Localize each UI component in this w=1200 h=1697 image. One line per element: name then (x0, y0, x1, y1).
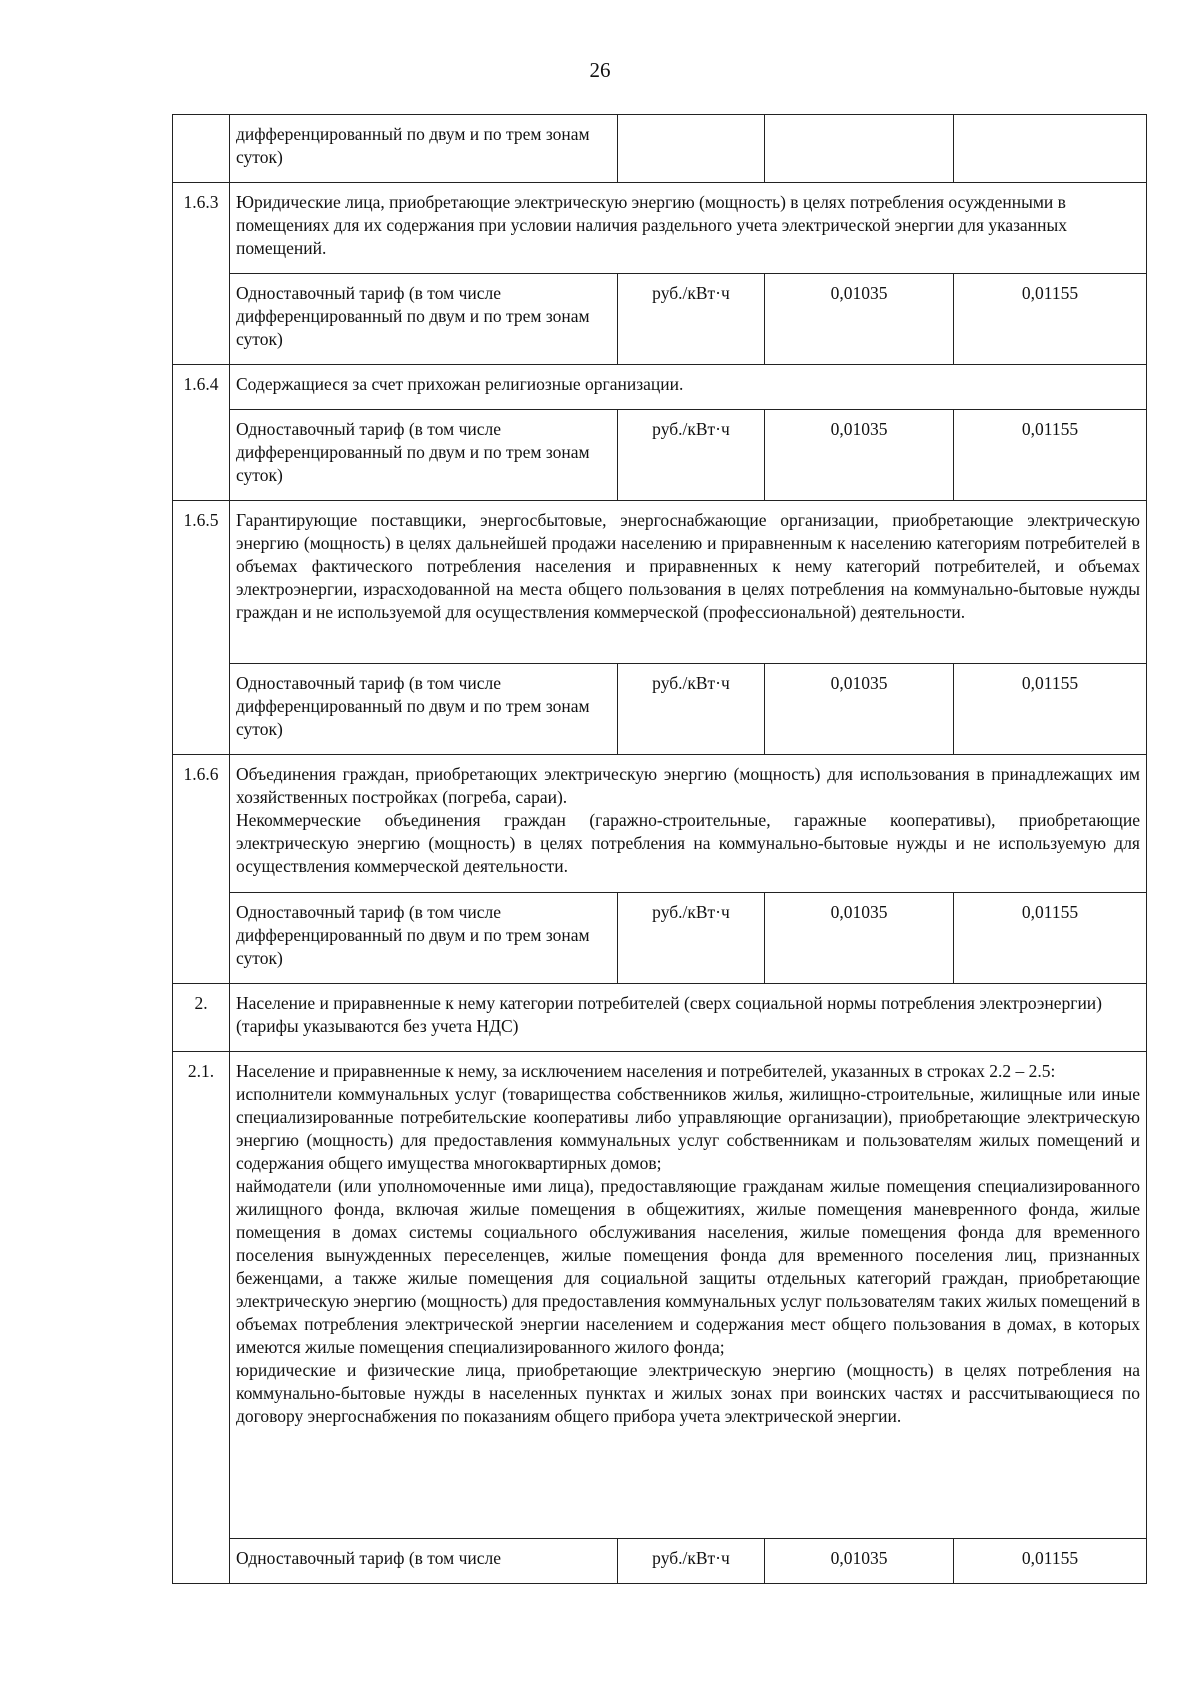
table-row (173, 501, 1147, 664)
value-cell-2: 0,01155 (954, 893, 1147, 984)
category-header: Юридические лица, приобретающие электрическую энергию (мощность) в целях потребления осужденными в помещениях для их содержания при условии наличия раздельного учета электрической энергии для указанных помещений. (230, 183, 1147, 274)
table-row (173, 1539, 1147, 1584)
category-header: Население и приравненные к нему категории потребителей (сверх социальной нормы потребления электроэнергии) (тарифы указываются без учета НДС) (230, 984, 1147, 1052)
category-paragraph: Некоммерческие объединения граждан (гаражно-строительные, гаражные кооперативы), приобретающие электрическую энергию (мощность) в целях потребления на коммунально-бытовые нужды и не используемую для осуществления коммерческой деятельности. (236, 810, 1140, 876)
table-row (173, 365, 1147, 410)
page-number: 26 (589, 58, 611, 82)
value-cell-2: 0,01155 (954, 1539, 1147, 1584)
unit-cell: руб./кВт·ч (618, 410, 765, 501)
tariff-table (172, 114, 1147, 1584)
category-paragraph: юридические и физические лица, приобретающие электрическую энергию (мощность) в целях потребления на коммунально-бытовые нужды в населенных пунктах и жилых зонах при воинских частях и рассчитывающиеся по договору энергоснабжения по показаниям общего прибора учета электрической энергии. (236, 1360, 1140, 1426)
tariff-description: дифференцированный по двум и по трем зонам суток) (230, 115, 618, 183)
unit-cell: руб./кВт·ч (618, 664, 765, 755)
row-number: 1.6.4 (173, 365, 230, 501)
category-paragraph: исполнители коммунальных услуг (товарищества собственников жилья, жилищно-строительные, жилищные или иные специализированные потребительские кооперативы либо управляющие организации), приобретающие электрическую энергию (мощность) для предоставления коммунальных услуг собственникам и пользователям жилых помещений и содержания общего имущества многоквартирных домов; (236, 1084, 1140, 1173)
table-row (173, 274, 1147, 365)
unit-cell: руб./кВт·ч (618, 274, 765, 365)
category-header: Содержащиеся за счет прихожан религиозные организации. (230, 365, 1147, 410)
category-paragraph: наймодатели (или уполномоченные ими лица), предоставляющие гражданам жилые помещения специализированного жилищного фонда, включая жилые помещения в общежитиях, жилые помещения маневренного фонда, жилые помещения в домах системы социального обслуживания населения, жилые помещения фонда для временного поселения вынужденных переселенцев, жилые помещения фонда для временного поселения лиц, признанных беженцами, а также жилые помещения для социальной защиты отдельных категорий граждан, приобретающие электрическую энергию (мощность) для предоставления коммунальных услуг пользователям таких жилых помещений в объемах потребления электрической энергии населением и содержания мест общего пользования в домах, в которых имеются жилые помещения специализированного жилого фонда; (236, 1176, 1140, 1357)
value-cell-1: 0,01035 (765, 274, 954, 365)
table-row (173, 183, 1147, 274)
value-cell-1: 0,01035 (765, 1539, 954, 1584)
value-cell-1: 0,01035 (765, 893, 954, 984)
row-number: 1.6.3 (173, 183, 230, 365)
table-row (173, 115, 1147, 183)
category-paragraph: Население и приравненные к нему, за исключением населения и потребителей, указанных в строках 2.2 – 2.5: (236, 1061, 1056, 1081)
value-cell-1: 0,01035 (765, 410, 954, 501)
unit-cell (618, 115, 765, 183)
tariff-description: Одноставочный тариф (в том числе (230, 1539, 618, 1584)
row-number: 2. (173, 984, 230, 1052)
table-row (173, 410, 1147, 501)
category-header (230, 755, 1147, 893)
tariff-description: Одноставочный тариф (в том числе дифференцированный по двум и по трем зонам суток) (230, 410, 618, 501)
table-row (173, 664, 1147, 755)
value-cell-1: 0,01035 (765, 664, 954, 755)
category-header: Гарантирующие поставщики, энергосбытовые, энергоснабжающие организации, приобретающие электрическую энергию (мощность) в целях дальнейшей продажи населению и приравненным к населению категориям потребителей в объемах фактического потребления населения и приравненных к нему категорий потребителей, и объемах электроэнергии, израсходованной на места общего пользования в целях потребления на коммунально-бытовые нужды граждан и не используемой для осуществления коммерческой (профессиональной) деятельности. (230, 501, 1147, 664)
category-paragraph: Объединения граждан, приобретающих электрическую энергию (мощность) для использования в принадлежащих им хозяйственных постройках (погреба, сараи). (236, 764, 1140, 807)
value-cell-2: 0,01155 (954, 410, 1147, 501)
table-row (173, 1052, 1147, 1539)
tariff-description: Одноставочный тариф (в том числе дифференцированный по двум и по трем зонам суток) (230, 664, 618, 755)
tariff-description: Одноставочный тариф (в том числе дифференцированный по двум и по трем зонам суток) (230, 274, 618, 365)
row-number: 1.6.6 (173, 755, 230, 984)
tariff-description: Одноставочный тариф (в том числе дифференцированный по двум и по трем зонам суток) (230, 893, 618, 984)
table-row (173, 755, 1147, 893)
row-number: 1.6.5 (173, 501, 230, 755)
value-cell-1 (765, 115, 954, 183)
table-row (173, 893, 1147, 984)
unit-cell: руб./кВт·ч (618, 893, 765, 984)
unit-cell: руб./кВт·ч (618, 1539, 765, 1584)
table-row (173, 984, 1147, 1052)
value-cell-2 (954, 115, 1147, 183)
value-cell-2: 0,01155 (954, 664, 1147, 755)
category-header (230, 1052, 1147, 1539)
row-number: 2.1. (173, 1052, 230, 1584)
value-cell-2: 0,01155 (954, 274, 1147, 365)
row-number-cell (173, 115, 230, 183)
